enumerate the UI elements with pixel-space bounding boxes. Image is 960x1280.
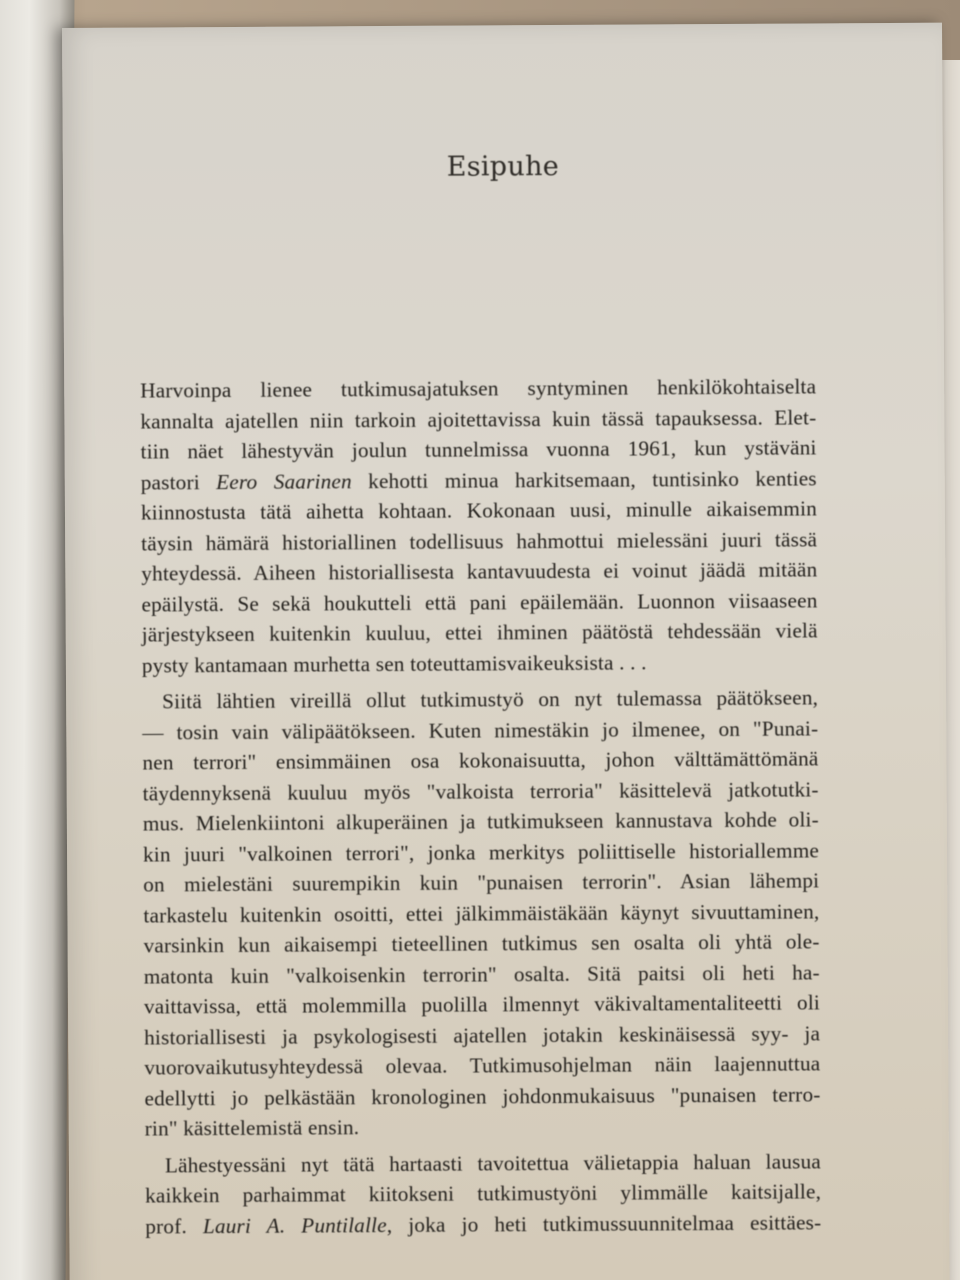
text-line: varsinkin kun aikaisempi tieteellinen tutkimus sen osalta oli yhtä ole- [143, 929, 820, 958]
text-line: täydennyksenä kuuluu myös "valkoista terroria" käsittelevä jatkotutki- [142, 776, 819, 806]
text-line: vuorovaikutusyhteydessä olevaa. Tutkimusohjelman näin laajennuttua [144, 1051, 821, 1080]
text-line: Siitä lähtien vireillä ollut tutkimustyö on nyt tulemassa päätökseen, [162, 685, 819, 714]
italic-name: Eero Saarinen [216, 468, 352, 494]
text-line: kin juuri "valkoinen terrori", jonka merkitys poliittiselle historiallemme [142, 837, 820, 867]
text-line: vaittavissa, että molemmilla puolilla ilmennyt väkivaltamentaliteetti oli [143, 990, 821, 1019]
text-line: Harvoinpa lienee tutkimusajatuksen syntyminen henkilökohtaiselta [140, 374, 817, 403]
text-line: tarkastelu kuitenkin osoitti, ettei jälkimmäistäkään käynyt sivuuttaminen, [143, 898, 820, 928]
text-line: Lähestyessäni nyt tätä hartaasti tavoitettua välietappia haluan lausua [164, 1148, 822, 1177]
text-line: kaikkein parhaimmat kiitokseni tutkimustyöni ylimmälle kaitsijalle, [145, 1179, 822, 1208]
text-line: kannalta ajatellen niin tarkoin ajoitettavissa kuin tässä tapauksessa. Elet- [140, 404, 817, 434]
text-line: on mielestäni suurempikin kuin "punaisen terrorin". Asian lähempi [143, 868, 820, 897]
text-line-italic: prof. Lauri A. Puntilalle, joka jo heti tutkimussuunnitelmaa esittäes- [145, 1209, 822, 1239]
text-line: rin" käsittelemistä ensin. [144, 1115, 360, 1141]
text-line: mus. Mielenkiintoni alkuperäinen ja tutkimukseen kannustava kohde oli- [142, 807, 819, 836]
text-line: matonta kuin "valkoisenkin terrorin" osalta. Sitä paitsi oli heti ha- [143, 959, 820, 989]
text-line: pysty kantamaan murhetta sen toteuttamisvaikeuksista . . . [141, 649, 647, 678]
book-page [62, 23, 950, 1280]
text-line: epäilystä. Se sekä houkutteli että pani epäilemään. Luonnon viisaaseen [141, 587, 818, 617]
text-line: kiinnostusta tätä aihetta kohtaan. Kokonaan uusi, minulle aikaisemmin [140, 496, 818, 525]
italic-name: Lauri A. Puntilalle [202, 1212, 387, 1238]
text-line: tiin näet lähestyvän joulun tunnelmissa vuonna 1961, kun ystäväni [140, 435, 817, 464]
text-line: edellytti jo pelkästään kronologinen johdonmukaisuus "punaisen terro- [144, 1081, 821, 1111]
preface-text [140, 371, 821, 1241]
text-line: historiallisesti ja psykologisesti ajatellen jotakin keskinäisessä syy- ja [144, 1020, 821, 1050]
text-line: täysin hämärä historiallinen todellisuus hahmottui mielessäni juuri tässä [141, 526, 818, 556]
text-line: — tosin vain välipäätökseen. Kuten nimestäkin jo ilmenee, on "Punai- [142, 715, 819, 745]
text-line: järjestykseen kuitenkin kuuluu, ettei ihminen päätöstä tehdessään vielä [141, 618, 818, 647]
text-line: yhteydessä. Aiheen historiallisesta kantavuudesta ei voinut jäädä mitään [141, 557, 818, 586]
text-line-italic: pastori Eero Saarinen kehotti minua harkitsemaan, tuntisinko kenties [140, 465, 817, 495]
page-heading: Esipuhe [446, 150, 560, 183]
text-line: nen terrori" ensimmäinen osa kokonaisuutta, johon välttämättömänä [142, 746, 819, 775]
